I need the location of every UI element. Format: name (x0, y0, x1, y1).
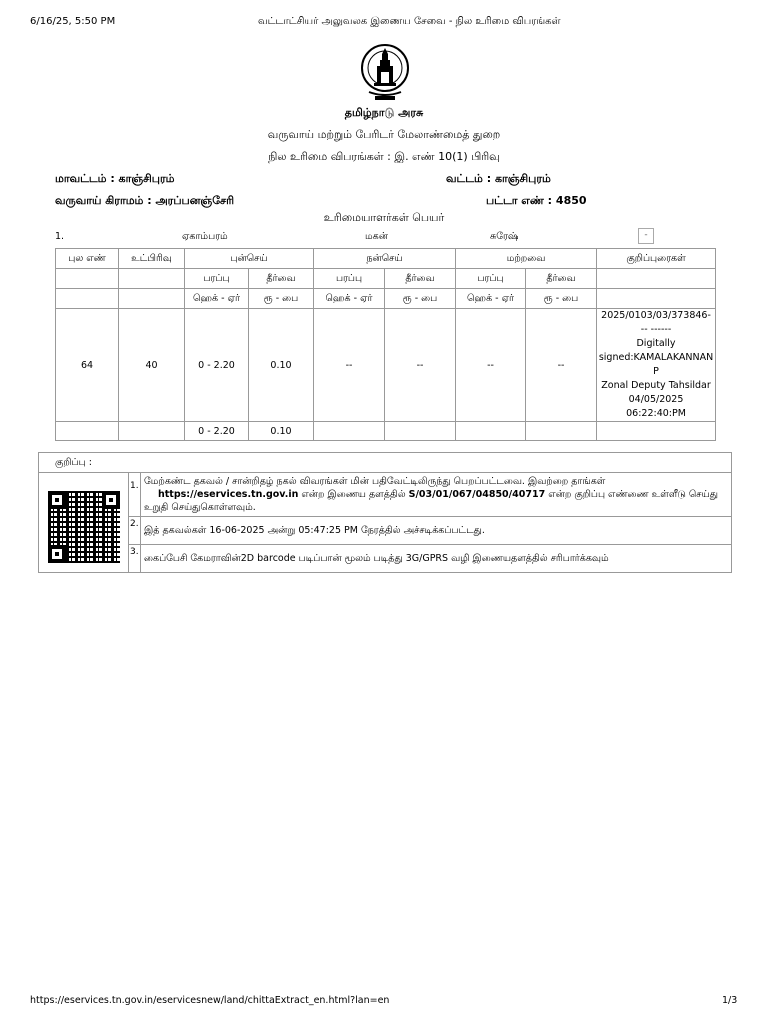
village-label: வருவாய் கிராமம் : அரப்பனஞ்சேரி (55, 194, 235, 207)
col-other: மற்றவை (456, 249, 597, 269)
patta-number: பட்டா எண் : 4850 (486, 194, 587, 207)
note-item (39, 473, 732, 517)
sub-header-row (56, 269, 716, 289)
remarks-line: 06:22:40:PM (626, 408, 686, 419)
col-punsey: புன்செய் (185, 249, 314, 269)
notes-heading: குறிப்பு : (39, 453, 732, 473)
verification-url: https://eservices.tn.gov.in (158, 489, 299, 500)
col-remarks: குறிப்புரைகள் (597, 249, 716, 269)
table-row (56, 309, 716, 422)
sub-header-tax: தீர்வை (385, 269, 456, 289)
owners-heading: உரிமையாளர்கள் பெயர் (323, 211, 445, 224)
unit-tax: ரூ - பை (385, 289, 456, 309)
header-row (56, 249, 716, 269)
remarks-cell (597, 309, 716, 422)
remarks-line: signed:KAMALAKANNAN (598, 352, 714, 363)
sub-header-area: பரப்பு (314, 269, 385, 289)
survey-number: 64 (56, 309, 119, 422)
nansey-area: -- (314, 309, 385, 422)
units-row (56, 289, 716, 309)
form-title: நில உரிமை விபரங்கள் : இ. எண் 10(1) பிரிவு (268, 150, 500, 163)
remarks-line: Zonal Deputy Tahsildar (601, 380, 711, 391)
punsey-area: 0 - 2.20 (185, 309, 249, 422)
note-text: மேற்கண்ட தகவல் / சான்றிதழ் நகல் விவரங்கள் மின் பதிவேட்டிலிருந்து பெறப்பட்டவை. இவற்றை தாங்கள் https://eservices.tn.gov.in என்ற இணைய தளத்தில் S/03/01/067/04850/40717 என்ற குறிப்பு எண்ணை உள்ளீடு செய்து உறுதி செய்துகொள்ளவும். (141, 473, 732, 517)
note-item (39, 545, 732, 573)
department-name: வருவாய் மற்றும் பேரிடர் மேலாண்மைத் துறை (267, 128, 501, 141)
col-survey-no: புல எண் (56, 249, 119, 269)
punsey-tax: 0.10 (249, 309, 314, 422)
sub-header-tax: தீர்வை (526, 269, 597, 289)
total-punsey-tax: 0.10 (249, 422, 314, 441)
qr-code-cell (39, 473, 129, 573)
note-number: 1. (129, 473, 141, 517)
sub-header-area: பரப்பு (185, 269, 249, 289)
owner-relation: மகன் (365, 231, 388, 242)
unit-area: ஹெக் - ஏர் (314, 289, 385, 309)
total-row (56, 422, 716, 441)
qr-code (48, 491, 120, 563)
remarks-line: Digitally (636, 338, 676, 349)
owner-index: 1. (55, 231, 65, 242)
note-text: இத் தகவல்கள் 16-06-2025 அன்று 05:47:25 PM நேரத்தில் அச்சடிக்கப்பட்டது. (141, 517, 732, 545)
notes-table (38, 452, 732, 573)
remarks-line: -- ------ (640, 324, 672, 335)
sub-header-tax: தீர்வை (249, 269, 314, 289)
unit-area: ஹெக் - ஏர் (456, 289, 526, 309)
nansey-tax: -- (385, 309, 456, 422)
remarks-line: P (653, 366, 659, 377)
reference-number: S/03/01/067/04850/40717 (408, 489, 546, 500)
other-tax: -- (526, 309, 597, 422)
tamil-nadu-emblem (361, 36, 409, 110)
owner-relative-name: சுரேஷ் (490, 231, 519, 242)
government-name: தமிழ்நாடு அரசு (344, 106, 424, 119)
owner-photo-placeholder: - (638, 228, 654, 244)
subdivision: 40 (119, 309, 185, 422)
unit-tax: ரூ - பை (526, 289, 597, 309)
district-label: மாவட்டம் : காஞ்சிபுரம் (55, 172, 175, 185)
sub-header-area: பரப்பு (456, 269, 526, 289)
taluk-label: வட்டம் : காஞ்சிபுரம் (446, 172, 551, 185)
unit-tax: ரூ - பை (249, 289, 314, 309)
note-text: கைப்பேசி கேமராவின்2D barcode படிப்பான் மூலம் படித்து 3G/GPRS வழி இணையதளத்தில் சரிபார்க்கவும் (141, 545, 732, 573)
print-timestamp: 6/16/25, 5:50 PM (30, 16, 116, 27)
total-punsey-area: 0 - 2.20 (185, 422, 249, 441)
remarks-line: 04/05/2025 (628, 394, 684, 405)
col-subdivision: உட்பிரிவு (119, 249, 185, 269)
owner-name: ஏகாம்பரம் (182, 231, 228, 242)
remarks-line: 2025/0103/03/373846- (601, 310, 711, 321)
note-item (39, 517, 732, 545)
other-area: -- (456, 309, 526, 422)
unit-area: ஹெக் - ஏர் (185, 289, 249, 309)
note-number: 3. (129, 545, 141, 573)
land-details-table (55, 248, 716, 441)
note-number: 2. (129, 517, 141, 545)
page-title: வட்டாட்சியர் அலுவலக இணைய சேவை - நில உரிமை விபரங்கள் (258, 16, 561, 27)
print-url: https://eservices.tn.gov.in/eservicesnew/land/chittaExtract_en.html?lan=en (30, 995, 390, 1006)
print-page-number: 1/3 (722, 995, 738, 1006)
col-nansey: நன்செய் (314, 249, 456, 269)
